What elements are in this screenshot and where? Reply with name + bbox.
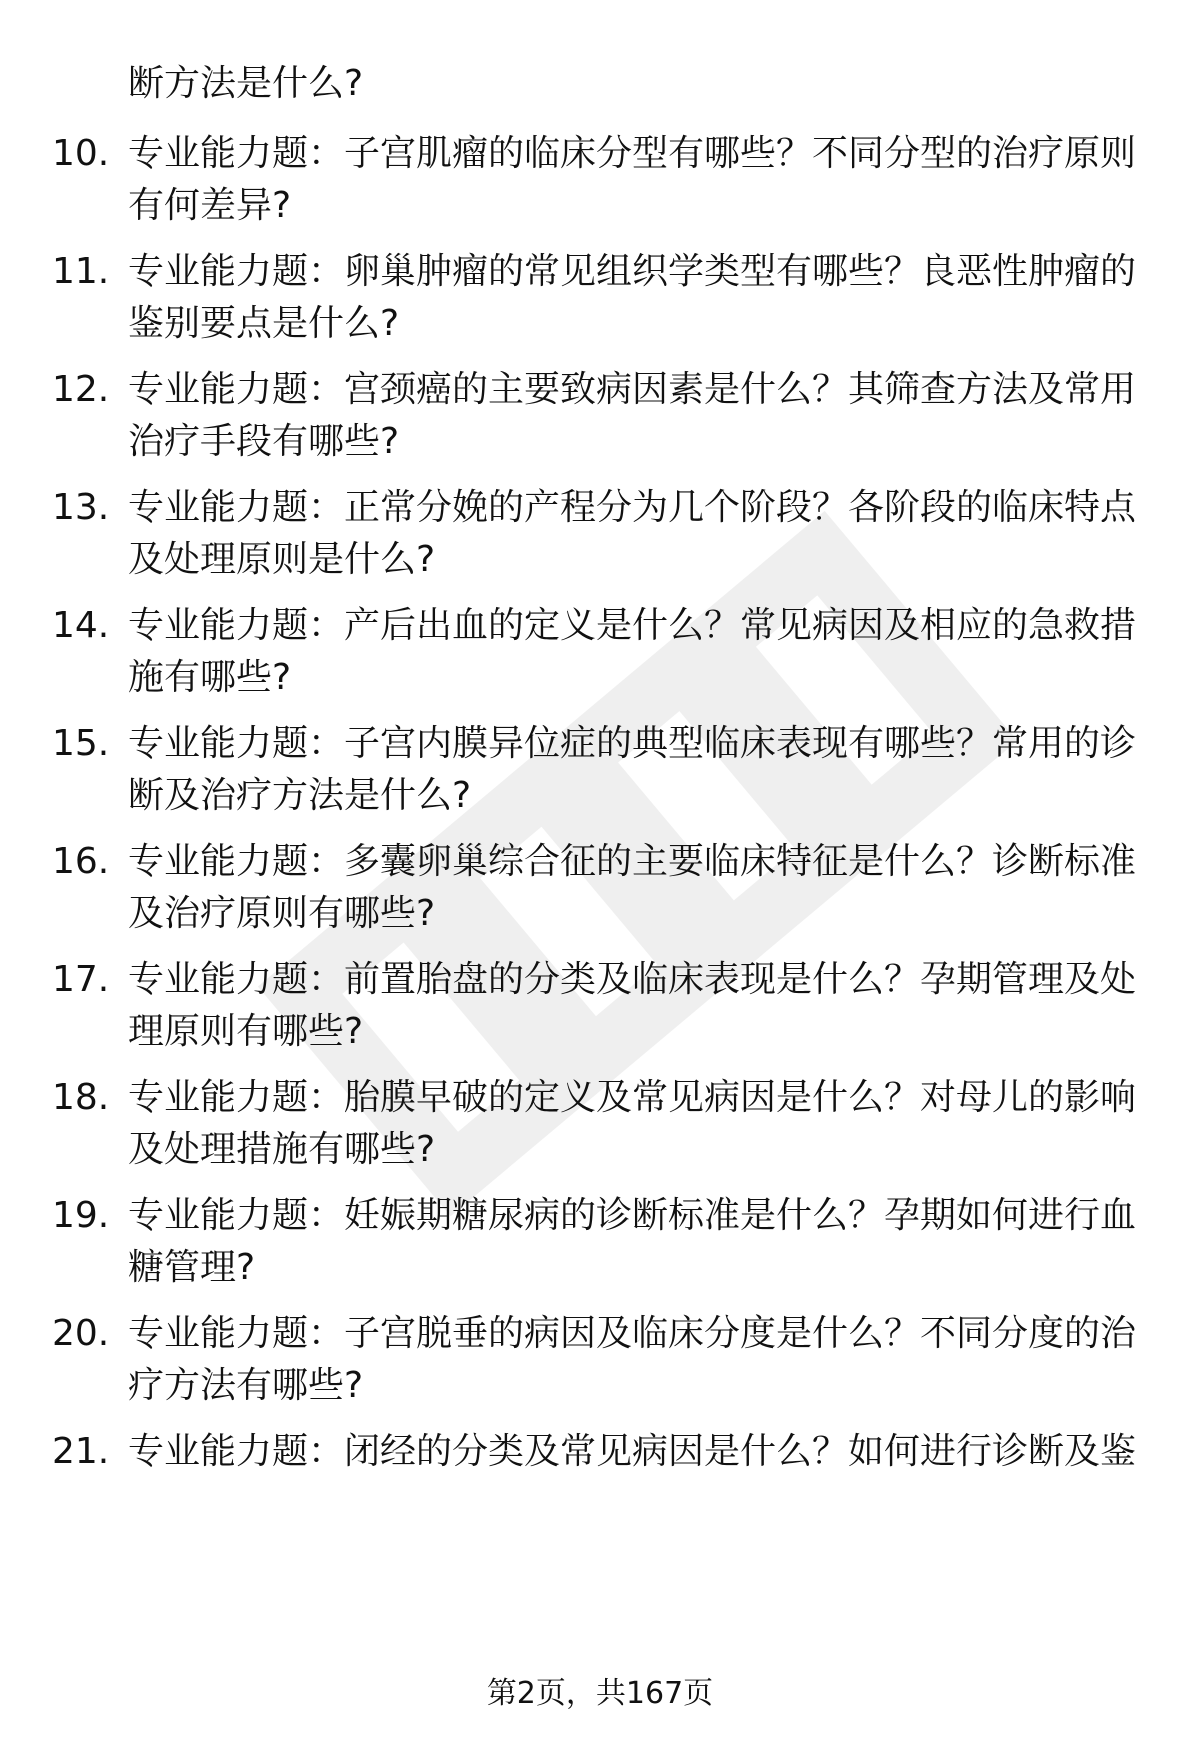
item-line-2: 糖管理? <box>128 1247 256 1288</box>
item-line-2: 及治疗原则有哪些? <box>128 893 436 934</box>
page-footer: 第2页，共167页 <box>486 1676 714 1711</box>
item-number: 18. <box>52 1077 110 1118</box>
item-line-1: 专业能力题：子宫肌瘤的临床分型有哪些？不同分型的治疗原则 <box>128 133 1137 174</box>
item-line-2: 疗方法有哪些? <box>128 1365 364 1406</box>
item-line-1: 专业能力题：子宫内膜异位症的典型临床表现有哪些？常用的诊 <box>128 723 1137 764</box>
item-line-1: 专业能力题：产后出血的定义是什么？常见病因及相应的急救措 <box>128 605 1137 646</box>
item-line-2: 有何差异? <box>128 185 292 226</box>
item-number: 19. <box>52 1195 110 1236</box>
item-number: 11. <box>52 251 110 292</box>
item-line-2: 施有哪些? <box>128 657 292 698</box>
item-line-1: 专业能力题：多囊卵巢综合征的主要临床特征是什么？诊断标准 <box>128 841 1137 882</box>
item-line-1: 专业能力题：卵巢肿瘤的常见组织学类型有哪些？良恶性肿瘤的 <box>128 251 1137 292</box>
item-line-1: 专业能力题：前置胎盘的分类及临床表现是什么？孕期管理及处 <box>128 959 1137 1000</box>
item-line-2: 治疗手段有哪些? <box>128 421 400 462</box>
item-number: 12. <box>52 369 110 410</box>
item-line-2: 及处理措施有哪些? <box>128 1129 436 1170</box>
item-number: 14. <box>52 605 110 646</box>
item-line-2: 理原则有哪些? <box>128 1011 364 1052</box>
item-line-1: 专业能力题：宫颈癌的主要致病因素是什么？其筛查方法及常用 <box>128 369 1137 410</box>
item-line-1: 专业能力题：正常分娩的产程分为几个阶段？各阶段的临床特点 <box>128 487 1137 528</box>
item-line-1: 专业能力题：子宫脱垂的病因及临床分度是什么？不同分度的治 <box>128 1313 1137 1354</box>
item-number: 13. <box>52 487 110 528</box>
item-line-2: 及处理原则是什么? <box>128 539 436 580</box>
item-line-2: 断及治疗方法是什么? <box>128 775 472 816</box>
item-line-2: 鉴别要点是什么? <box>128 303 400 344</box>
item-number: 17. <box>52 959 110 1000</box>
item-number: 20. <box>52 1313 110 1354</box>
continuation-text: 断方法是什么? <box>128 63 364 104</box>
item-line-1: 专业能力题：闭经的分类及常见病因是什么？如何进行诊断及鉴 <box>128 1431 1137 1472</box>
item-number: 16. <box>52 841 110 882</box>
item-number: 21. <box>52 1431 110 1472</box>
item-number: 10. <box>52 133 110 174</box>
item-line-1: 专业能力题：胎膜早破的定义及常见病因是什么？对母儿的影响 <box>128 1077 1137 1118</box>
item-number: 15. <box>52 723 110 764</box>
item-line-1: 专业能力题：妊娠期糖尿病的诊断标准是什么？孕期如何进行血 <box>128 1195 1137 1236</box>
